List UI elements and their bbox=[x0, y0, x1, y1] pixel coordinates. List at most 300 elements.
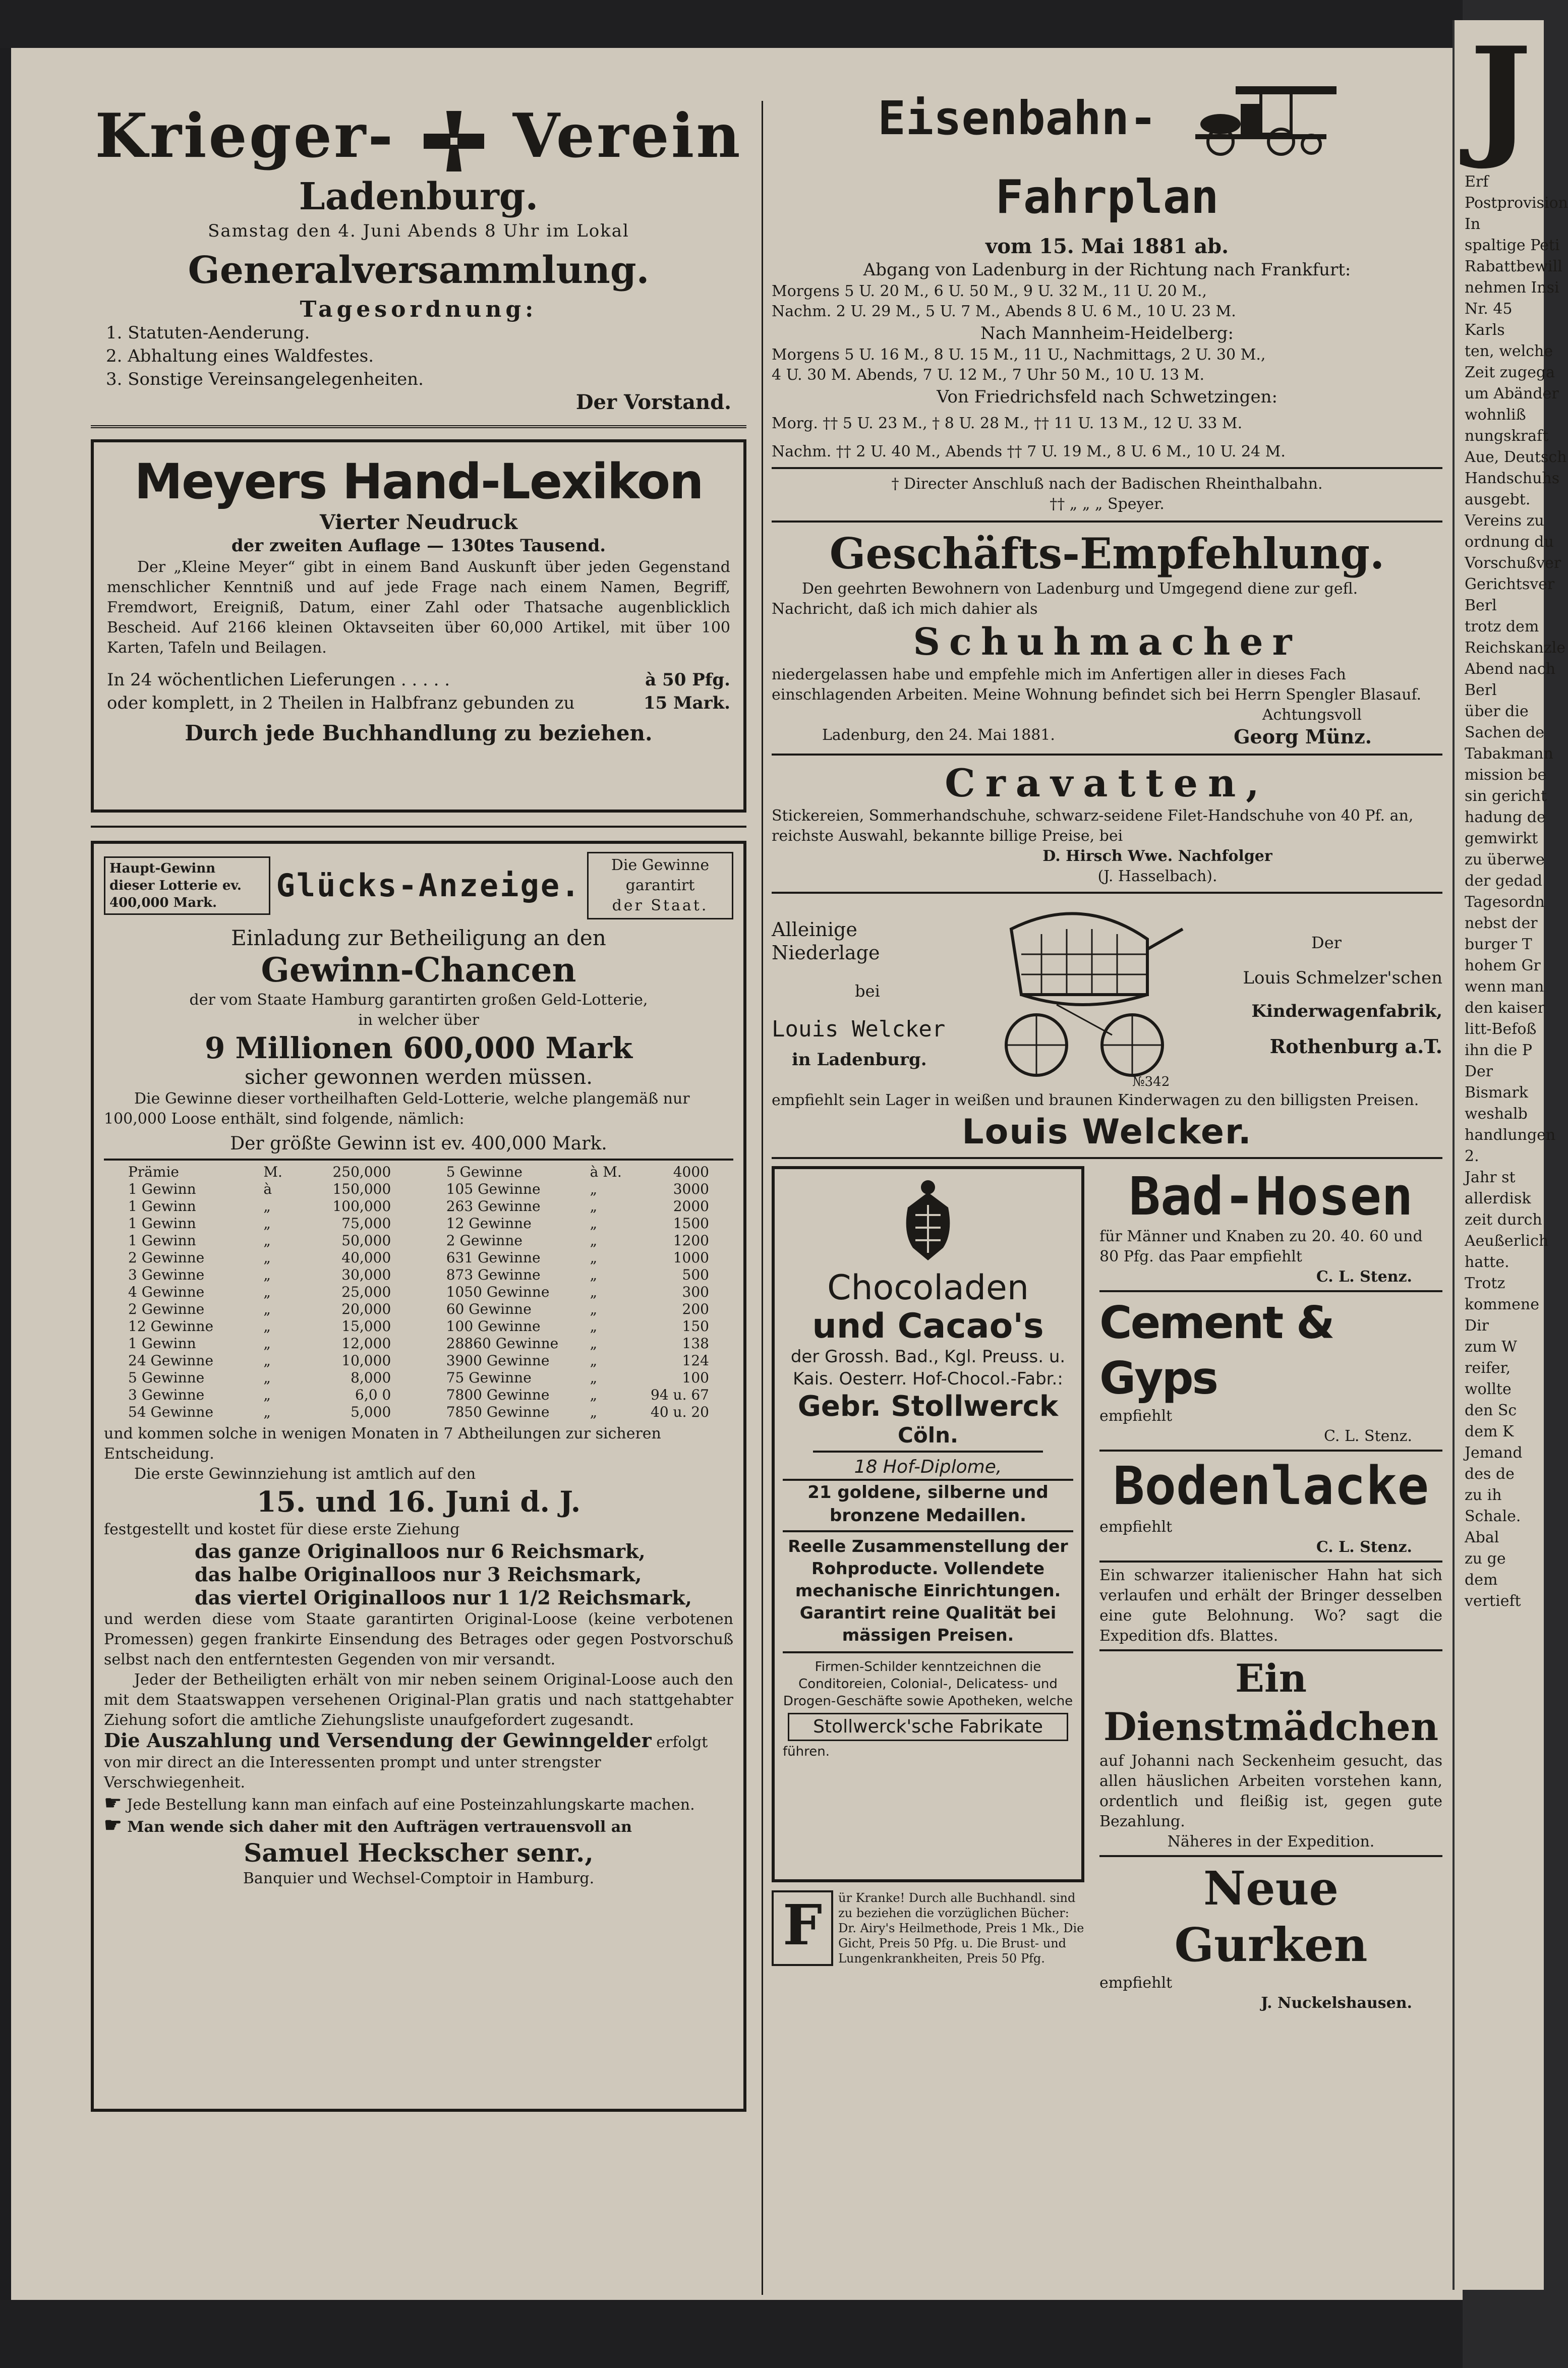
choco-title: und Cacao's bbox=[812, 1306, 1044, 1346]
adjacent-page-line: spaltige Peti bbox=[1465, 237, 1560, 254]
pram-icon bbox=[981, 899, 1193, 1090]
pram-text: Der bbox=[1311, 933, 1342, 952]
prize-cell: 150,000 bbox=[332, 1180, 391, 1197]
hand-text: Man wende sich daher mit den Aufträgen vertrauensvoll an bbox=[127, 1818, 632, 1836]
gurken-title: Neue Gurken bbox=[1174, 1861, 1368, 1972]
lottery-payout bbox=[104, 1730, 733, 1793]
spacer bbox=[107, 658, 730, 668]
divider bbox=[772, 1157, 1442, 1159]
cement-name: C. L. Stenz. bbox=[1324, 1427, 1412, 1445]
adjacent-page-line: Trotz bbox=[1465, 1275, 1505, 1292]
prize-cell: „ bbox=[590, 1249, 598, 1266]
prize-cell: 100 bbox=[682, 1369, 709, 1386]
adjacent-page-line: um Abänder bbox=[1465, 385, 1559, 402]
badhosen-ad bbox=[1099, 1166, 1442, 1287]
adjacent-page-line: den Sc bbox=[1465, 1402, 1517, 1419]
pram-body: empfiehlt sein Lager in weißen und braunen Kinderwagen zu den billigsten Preisen. bbox=[772, 1091, 1419, 1109]
meyers-footer: Durch jede Buchhandlung zu beziehen. bbox=[185, 720, 653, 745]
box-text: garantirt bbox=[625, 876, 695, 894]
prize-row bbox=[124, 1232, 395, 1249]
pram-text: Kinderwagenfabrik, bbox=[1251, 1001, 1442, 1021]
adjacent-page-line: hadung de bbox=[1465, 808, 1546, 826]
adjacent-page-line: zu ge bbox=[1465, 1550, 1506, 1568]
rail-note: † Directer Anschluß nach der Badischen Rheinthalbahn. bbox=[891, 475, 1323, 493]
prize-cell: 30,000 bbox=[341, 1266, 391, 1283]
adjacent-page-line: mission be bbox=[1465, 766, 1547, 784]
prize-cell: „ bbox=[263, 1197, 271, 1215]
lottery-para: und werden diese vom Staate garantirten Original-Loose (keine verbotenen Promessen) gegen frankirte Einsendung des Betrages oder gegen Postvorschuß selbst nach den entferntesten Gegenden von mir versandt. bbox=[104, 1610, 733, 1668]
adjacent-page-line: trotz dem bbox=[1465, 618, 1539, 636]
rail-times: Morgens 5 U. 20 M., 6 U. 50 M., 9 U. 32 M., 11 U. 20 M., bbox=[772, 282, 1207, 300]
prize-row bbox=[442, 1404, 713, 1421]
krieger-title-b: Verein bbox=[512, 100, 742, 171]
prize-cell: „ bbox=[263, 1215, 271, 1232]
adjacent-page-line: Jemand bbox=[1465, 1444, 1523, 1462]
prize-cell: „ bbox=[590, 1335, 598, 1352]
pram-text: Alleinige Niederlage bbox=[772, 918, 880, 964]
prize-row bbox=[124, 1181, 395, 1198]
rail-note: †† „ „ „ Speyer. bbox=[1050, 495, 1165, 513]
prize-cell: 28860 Gewinne bbox=[446, 1335, 559, 1352]
eagle-crest-icon bbox=[898, 1177, 958, 1263]
price-value: 15 Mark. bbox=[643, 692, 730, 713]
prize-cell: 105 Gewinne bbox=[446, 1180, 541, 1197]
box-text: dieser Lotterie ev. bbox=[109, 878, 242, 893]
adjacent-page-line: Abal bbox=[1465, 1529, 1499, 1546]
rail-times: Nachm. 2 U. 29 M., 5 U. 7 M., Abends 8 U. 6 M., 10 U. 23 M. bbox=[772, 302, 1236, 320]
choco-fabrikate: Stollwerck'sche Fabrikate bbox=[788, 1713, 1068, 1741]
prize-cell: 2000 bbox=[673, 1197, 709, 1215]
prize-cell: 75,000 bbox=[341, 1215, 391, 1232]
prize-row bbox=[442, 1164, 713, 1181]
adjacent-page-line: Schale. bbox=[1465, 1508, 1521, 1525]
prize-cell: „ bbox=[263, 1403, 271, 1420]
left-column bbox=[91, 81, 746, 2112]
hand-line-1 bbox=[104, 1793, 733, 1815]
adjacent-page-line: Karls bbox=[1465, 321, 1505, 339]
price-text: In 24 wöchentlichen Lieferungen . . . . . bbox=[107, 669, 450, 690]
adjacent-page-line: den kaiser bbox=[1465, 999, 1545, 1017]
lottery-top-prize: Der größte Gewinn ist ev. 400,000 Mark. bbox=[230, 1133, 607, 1154]
locomotive-icon bbox=[1185, 84, 1337, 159]
adjacent-page-line: allerdisk bbox=[1465, 1190, 1531, 1207]
divider bbox=[772, 754, 1442, 756]
adjacent-page-line: Gerichtsver bbox=[1465, 575, 1555, 593]
adjacent-page-line: Aeußerlich bbox=[1465, 1232, 1549, 1250]
prize-row bbox=[442, 1198, 713, 1215]
cravatten-ad bbox=[772, 761, 1442, 887]
prize-cell: „ bbox=[263, 1386, 271, 1403]
box-text: Die Gewinne bbox=[611, 856, 710, 874]
dienstmaedchen-ad bbox=[1099, 1654, 1442, 1852]
lottery-price: das ganze Originalloos nur 6 Reichsmark, bbox=[195, 1539, 646, 1563]
price-value: à 50 Pfg. bbox=[645, 669, 730, 690]
rail-date: vom 15. Mai 1881 ab. bbox=[985, 234, 1229, 258]
prize-table-right bbox=[442, 1164, 713, 1421]
prize-row bbox=[124, 1215, 395, 1232]
adjacent-page-text bbox=[1455, 171, 1568, 1612]
lottery-right-box bbox=[587, 852, 733, 919]
prize-cell: 1 Gewinn bbox=[128, 1335, 196, 1352]
gurken-ad bbox=[1099, 1860, 1442, 2013]
prize-cell: 5 Gewinne bbox=[128, 1369, 205, 1386]
adjacent-page-line: hatte. bbox=[1465, 1253, 1509, 1271]
prize-cell: „ bbox=[590, 1197, 598, 1215]
divider bbox=[1099, 1450, 1442, 1452]
rail-times: 4 U. 30 M. Abends, 7 U. 12 M., 7 Uhr 50 M., 10 U. 13 M. bbox=[772, 366, 1205, 384]
prize-cell: 2 Gewinne bbox=[128, 1249, 205, 1266]
adjacent-page-line: der gedad bbox=[1465, 872, 1543, 890]
choco-fuhren: führen. bbox=[783, 1744, 830, 1759]
prize-row bbox=[442, 1387, 713, 1404]
adjacent-page-line: zu ih bbox=[1465, 1486, 1502, 1504]
prize-row bbox=[442, 1301, 713, 1318]
prize-cell: 2 Gewinne bbox=[128, 1300, 205, 1317]
adjacent-page-line: burger T bbox=[1465, 936, 1532, 953]
adjacent-page-line: ihn die P bbox=[1465, 1042, 1533, 1059]
prize-cell: 8,000 bbox=[351, 1369, 391, 1386]
prize-cell: „ bbox=[590, 1180, 598, 1197]
adjacent-page-line: handlungen bbox=[1465, 1126, 1556, 1144]
krieger-verein-ad bbox=[91, 101, 746, 414]
badhosen-title: Bad-Hosen bbox=[1129, 1165, 1413, 1227]
boden-title: Bodenlacke bbox=[1113, 1455, 1429, 1517]
divider bbox=[772, 521, 1442, 523]
rail-subtitle: Nach Mannheim-Heidelberg: bbox=[980, 323, 1234, 343]
prize-cell: 1200 bbox=[673, 1232, 709, 1249]
prize-cell: 4 Gewinne bbox=[128, 1283, 205, 1300]
adjacent-page-line: Nr. 45 bbox=[1465, 300, 1513, 318]
prize-cell: 4000 bbox=[673, 1163, 709, 1180]
prize-row bbox=[442, 1249, 713, 1266]
adjacent-page-line: Tabakmann bbox=[1465, 745, 1553, 763]
cement-title: Cement & Gyps bbox=[1099, 1296, 1333, 1404]
meyers-sub2: der zweiten Auflage — 130tes Tausend. bbox=[231, 535, 606, 556]
schuh-intro: Den geehrten Bewohnern von Ladenburg und Umgegend diene zur gefl. Nachricht, daß ich mich dahier als bbox=[772, 580, 1358, 618]
adjacent-page-line: gemwirkt bbox=[1465, 830, 1538, 847]
adjacent-page-line: dem K bbox=[1465, 1423, 1514, 1440]
schuh-trade: Schuhmacher bbox=[913, 620, 1301, 664]
pram-left-text bbox=[772, 918, 963, 1071]
pram-text: bei bbox=[855, 981, 880, 1001]
lottery-banker-name: Samuel Heckscher senr., bbox=[244, 1837, 594, 1868]
divider bbox=[783, 1530, 1073, 1532]
schuh-regards: Achtungsvoll bbox=[1262, 706, 1362, 724]
pram-model-number: №342 bbox=[1132, 1074, 1170, 1089]
lottery-after-table: und kommen solche in wenigen Monaten in 7 Abtheilungen zur sicheren Entscheidung. bbox=[104, 1424, 661, 1463]
choco-medals: bronzene Medaillen. bbox=[830, 1505, 1026, 1526]
prize-cell: M. bbox=[263, 1163, 282, 1180]
divider bbox=[104, 1159, 733, 1161]
prize-row bbox=[124, 1249, 395, 1266]
meyers-title: Meyers Hand-Lexikon bbox=[134, 453, 703, 510]
prize-row bbox=[124, 1284, 395, 1301]
prize-cell: 2 Gewinne bbox=[446, 1232, 522, 1249]
agenda-item: 2. Abhaltung eines Waldfestes. bbox=[106, 345, 374, 366]
divider bbox=[1099, 1855, 1442, 1857]
magd-body: auf Johanni nach Seckenheim gesucht, das allen häuslichen Arbeiten vorstehen kann, ordentlich und fleißig ist, gegen gute Bezahlung. bbox=[1099, 1752, 1442, 1830]
pram-right-text bbox=[1210, 931, 1442, 1058]
prize-cell: 873 Gewinne bbox=[446, 1266, 541, 1283]
divider bbox=[1099, 1561, 1442, 1563]
prize-cell: „ bbox=[263, 1300, 271, 1317]
prize-cell: 1 Gewinn bbox=[128, 1197, 196, 1215]
prize-cell: 124 bbox=[682, 1352, 709, 1369]
adjacent-page-line: des de bbox=[1465, 1465, 1515, 1483]
prize-cell: „ bbox=[263, 1266, 271, 1283]
choco-city: Cöln. bbox=[898, 1422, 958, 1448]
prize-table-left bbox=[124, 1164, 395, 1421]
prize-row bbox=[442, 1215, 713, 1232]
prize-cell: 263 Gewinne bbox=[446, 1197, 541, 1215]
prize-row bbox=[124, 1318, 395, 1335]
adjacent-page-line: kommene bbox=[1465, 1296, 1539, 1313]
choco-line: Kais. Oesterr. Hof-Chocol.-Fabr.: bbox=[793, 1368, 1063, 1389]
prize-row bbox=[124, 1198, 395, 1215]
prize-cell: „ bbox=[590, 1317, 598, 1335]
prize-row bbox=[124, 1352, 395, 1369]
prize-cell: 5,000 bbox=[351, 1403, 391, 1420]
prize-row bbox=[442, 1369, 713, 1387]
payout-text: erfolgt von mir direct an die Interessenten prompt und unter strengster Verschwiegenheit. bbox=[104, 1733, 708, 1792]
divider bbox=[772, 892, 1442, 894]
pram-text: Louis Schmelzer'schen bbox=[1243, 967, 1442, 988]
railway-timetable bbox=[772, 81, 1442, 514]
rail-times: Nachm. †† 2 U. 40 M., Abends †† 7 U. 19 M., 8 U. 6 M., 10 U. 24 M. bbox=[772, 442, 1286, 460]
prize-cell: „ bbox=[263, 1232, 271, 1249]
prize-row bbox=[124, 1369, 395, 1387]
lottery-heading: Gewinn-Chancen bbox=[261, 950, 576, 990]
prize-cell: 25,000 bbox=[341, 1283, 391, 1300]
lower-right-block bbox=[772, 1166, 1442, 2013]
pram-ad bbox=[772, 899, 1442, 1154]
prize-cell: 15,000 bbox=[341, 1317, 391, 1335]
meyers-body: Der „Kleine Meyer“ gibt in einem Band Auskunft über jeden Gegenstand menschlicher Kenntniß und auf jede Frage nach einem Namen, Begriff, Fremdwort, Ereigniß, Datum, einer Zahl oder Thatsache augenblicklich Bescheid. Auf 2166 kleinen Oktavseiten über 60,000 Artikel, mit über 100 Karten, Tafeln und Beilagen. bbox=[107, 558, 730, 657]
krieger-title bbox=[91, 101, 746, 174]
adjacent-page-line: Jahr st bbox=[1465, 1169, 1516, 1186]
divider bbox=[1099, 1290, 1442, 1292]
prize-cell: 3000 bbox=[673, 1180, 709, 1197]
prize-cell: 12,000 bbox=[341, 1335, 391, 1352]
prize-cell: „ bbox=[590, 1300, 598, 1317]
schuhmacher-ad bbox=[772, 529, 1442, 748]
prize-row bbox=[442, 1352, 713, 1369]
lottery-cost: festgestellt und kostet für diese erste Ziehung bbox=[104, 1520, 460, 1538]
prize-row bbox=[442, 1266, 713, 1284]
pointing-hand-icon: ☛ bbox=[104, 1813, 122, 1837]
prize-cell: 631 Gewinne bbox=[446, 1249, 541, 1266]
prize-row bbox=[124, 1266, 395, 1284]
adjacent-page-line: sin gericht bbox=[1465, 787, 1547, 805]
adjacent-page-line: Reichskanzle bbox=[1465, 639, 1565, 657]
prize-cell: „ bbox=[590, 1369, 598, 1386]
adjacent-page-line: In bbox=[1465, 215, 1481, 233]
prize-row bbox=[124, 1404, 395, 1421]
lottery-intro: der vom Staate Hamburg garantirten großen Geld-Lotterie, bbox=[189, 991, 648, 1009]
prize-cell: Prämie bbox=[128, 1163, 179, 1180]
prize-cell: 40,000 bbox=[341, 1249, 391, 1266]
lottery-sure: sicher gewonnen werden müssen. bbox=[245, 1065, 593, 1089]
pram-text: Louis Welcker bbox=[772, 1016, 946, 1042]
prize-cell: 1500 bbox=[673, 1215, 709, 1232]
rail-title bbox=[772, 81, 1442, 235]
adjacent-page-line: Bismark bbox=[1465, 1084, 1528, 1102]
cravatten-body: Stickereien, Sommerhandschuhe, schwarz-seidene Filet-Handschuhe von 40 Pf. an, reichste Auswahl, bekannte billige Preise, bei bbox=[772, 806, 1414, 845]
krieger-title-a: Krieger- bbox=[95, 100, 395, 171]
prize-cell: „ bbox=[590, 1266, 598, 1283]
rail-title-b: Fahrplan bbox=[995, 169, 1219, 224]
adjacent-page bbox=[1453, 19, 1568, 2290]
adjacent-page-line: Postprovision bbox=[1465, 194, 1568, 212]
rail-departure: Abgang von Ladenburg in der Richtung nach Frankfurt: bbox=[863, 259, 1351, 280]
prize-cell: 24 Gewinne bbox=[128, 1352, 214, 1369]
divider bbox=[91, 826, 746, 828]
adjacent-page-line: ordnung du bbox=[1465, 533, 1554, 551]
box-text: Haupt-Gewinn bbox=[109, 860, 216, 876]
chocolate-ad bbox=[772, 1166, 1084, 1882]
magd-more: Näheres in der Expedition. bbox=[1167, 1832, 1375, 1851]
prize-cell: „ bbox=[263, 1317, 271, 1335]
adjacent-page-line: dem bbox=[1465, 1571, 1498, 1589]
lottery-dates: 15. und 16. Juni d. J. bbox=[256, 1485, 581, 1519]
adjacent-page-line: nehmen Insi bbox=[1465, 279, 1559, 297]
kranke-initial: F bbox=[772, 1890, 833, 1966]
bodenlacke-ad bbox=[1099, 1455, 1442, 1557]
right-column bbox=[772, 81, 1442, 2013]
krieger-date: Samstag den 4. Juni Abends 8 Uhr im Lokal bbox=[208, 220, 629, 241]
kranke-text: ür Kranke! Durch alle Buchhandl. sind zu beziehen die vorzüglichen Bücher: Dr. Airy's Heilmethode, Preis 1 Mk., Die Gicht, Preis 50 Pfg. u. Die Brust- und Lungenkrankheiten, Preis 50 Pfg. bbox=[838, 1890, 1084, 1966]
prize-cell: 1 Gewinn bbox=[128, 1215, 196, 1232]
prize-cell: 54 Gewinne bbox=[128, 1403, 214, 1420]
cravatten-name: D. Hirsch Wwe. Nachfolger bbox=[1042, 847, 1272, 865]
rail-times: Morg. †† 5 U. 23 M., † 8 U. 28 M., †† 11 U. 13 M., 12 U. 33 M. bbox=[772, 414, 1243, 432]
prize-cell: 3900 Gewinne bbox=[446, 1352, 550, 1369]
adjacent-page-line: wohnliß bbox=[1465, 406, 1526, 424]
prize-cell: 3 Gewinne bbox=[128, 1266, 205, 1283]
prize-row bbox=[442, 1232, 713, 1249]
prize-row bbox=[442, 1284, 713, 1301]
prize-cell: „ bbox=[590, 1352, 598, 1369]
pram-top bbox=[772, 899, 1442, 1090]
cravatten-title: Cravatten, bbox=[945, 760, 1269, 805]
schuh-footer bbox=[772, 725, 1442, 748]
prize-cell: 7800 Gewinne bbox=[446, 1386, 550, 1403]
boden-name: C. L. Stenz. bbox=[1316, 1538, 1412, 1556]
prize-cell: „ bbox=[590, 1232, 598, 1249]
prize-cell: 100 Gewinne bbox=[446, 1317, 541, 1335]
adjacent-page-line: Handschuhs bbox=[1465, 470, 1560, 487]
rail-subtitle: Von Friedrichsfeld nach Schwetzingen: bbox=[937, 386, 1277, 407]
lower-right-right bbox=[1099, 1166, 1442, 2013]
lottery-price: das viertel Originalloos nur 1 1/2 Reichsmark, bbox=[195, 1586, 692, 1609]
schuh-title: Geschäfts-Empfehlung. bbox=[829, 528, 1385, 579]
adjacent-page-line: hohem Gr bbox=[1465, 957, 1541, 974]
prize-cell: 300 bbox=[682, 1283, 709, 1300]
choco-firm: Gebr. Stollwerck bbox=[797, 1390, 1059, 1423]
rail-title-a: Eisenbahn- bbox=[878, 91, 1157, 145]
lower-right-left bbox=[772, 1166, 1084, 1966]
cravatten-name2: (J. Hasselbach). bbox=[1097, 867, 1217, 885]
hand-text: Jede Bestellung kann man einfach auf eine Posteinzahlungskarte machen. bbox=[127, 1796, 695, 1814]
prize-cell: 40 u. 20 bbox=[651, 1403, 709, 1420]
meyers-sub1: Vierter Neudruck bbox=[319, 510, 518, 534]
cement-body: empfiehlt bbox=[1099, 1407, 1173, 1425]
adjacent-page-line: Berl bbox=[1465, 597, 1497, 614]
prize-cell: 500 bbox=[682, 1266, 709, 1283]
divider bbox=[91, 425, 746, 428]
prize-cell: 75 Gewinne bbox=[446, 1369, 532, 1386]
lottery-price: das halbe Originalloos nur 3 Reichsmark, bbox=[195, 1563, 642, 1586]
prize-cell: 200 bbox=[682, 1300, 709, 1317]
adjacent-page-line: 2. bbox=[1465, 1147, 1479, 1165]
prize-cell: 10,000 bbox=[341, 1352, 391, 1369]
page-bottom-shadow bbox=[0, 2300, 1463, 2368]
meyers-price-2 bbox=[107, 691, 730, 715]
lottery-amount: 9 Millionen 600,000 Mark bbox=[204, 1030, 633, 1065]
adjacent-page-line: zu überwe bbox=[1465, 851, 1545, 869]
choco-diplomas: 18 Hof-Diplome, bbox=[854, 1456, 1002, 1477]
pram-name: Louis Welcker. bbox=[962, 1112, 1252, 1152]
divider bbox=[783, 1651, 1073, 1653]
prize-row bbox=[124, 1164, 395, 1181]
lottery-desc: Die Gewinne dieser vortheilhaften Geld-Lotterie, welche plangemäß nur 100,000 Loose enthält, sind folgende, nämlich: bbox=[104, 1089, 690, 1128]
prize-cell: „ bbox=[590, 1403, 598, 1420]
price-text: oder komplett, in 2 Theilen in Halbfranz gebunden zu bbox=[107, 692, 575, 713]
prize-cell: 5 Gewinne bbox=[446, 1163, 522, 1180]
prize-cell: 1000 bbox=[673, 1249, 709, 1266]
adjacent-page-line: Dir bbox=[1465, 1317, 1489, 1335]
lottery-first-draw: Die erste Gewinnziehung ist amtlich auf den bbox=[134, 1465, 476, 1483]
prize-cell: 1 Gewinn bbox=[128, 1232, 196, 1249]
adjacent-page-line: reifer, bbox=[1465, 1359, 1511, 1377]
hand-line-2 bbox=[104, 1815, 733, 1837]
schuh-body: niedergelassen habe und empfehle mich im Anfertigen aller in dieses Fach einschlagenden Arbeiten. Meine Wohnung befindet sich bei Herrn Spengler Blasauf. bbox=[772, 665, 1422, 704]
prize-cell: 250,000 bbox=[332, 1163, 391, 1180]
gurken-body: empfiehlt bbox=[1099, 1974, 1173, 1992]
prize-cell: „ bbox=[263, 1335, 271, 1352]
iron-cross-icon bbox=[421, 108, 487, 174]
prize-cell: 12 Gewinne bbox=[446, 1215, 532, 1232]
adjacent-page-line: nebst der bbox=[1465, 914, 1538, 932]
schuh-name: Georg Münz. bbox=[1234, 725, 1372, 748]
lottery-invite: Einladung zur Betheiligung an den bbox=[231, 925, 606, 950]
prize-cell: 138 bbox=[682, 1335, 709, 1352]
payout-bold: Die Auszahlung und Versendung der Gewinngelder bbox=[104, 1728, 652, 1752]
pram-text: in Ladenburg. bbox=[792, 1049, 927, 1070]
box-text: 400,000 Mark. bbox=[109, 895, 217, 910]
krieger-signature: Der Vorstand. bbox=[575, 390, 731, 414]
prize-cell: „ bbox=[263, 1352, 271, 1369]
column-divider bbox=[762, 101, 763, 2295]
prize-cell: „ bbox=[590, 1283, 598, 1300]
prize-cell: 1 Gewinn bbox=[128, 1180, 196, 1197]
prize-cell: 3 Gewinne bbox=[128, 1386, 205, 1403]
prize-cell: 7850 Gewinne bbox=[446, 1403, 550, 1420]
prize-cell: „ bbox=[590, 1386, 598, 1403]
choco-medals: 21 goldene, silberne und bbox=[807, 1482, 1049, 1503]
agenda-item: 1. Statuten-Aenderung. bbox=[106, 322, 310, 343]
adjacent-page-line: vertieft bbox=[1465, 1592, 1521, 1610]
choco-line: der Grossh. Bad., Kgl. Preuss. u. bbox=[790, 1346, 1066, 1367]
meyers-ad bbox=[91, 439, 746, 813]
choco-quality: Reelle Zusammenstellung der Rohproducte. Vollendete mechanische Einrichtungen. Garantirt reine Qualität bei mässigen Preisen. bbox=[788, 1536, 1068, 1645]
adjacent-page-line: Aue, Deutsch bbox=[1465, 448, 1567, 466]
lottery-left-box bbox=[104, 856, 270, 915]
prize-cell: 20,000 bbox=[341, 1300, 391, 1317]
prize-cell: 1050 Gewinne bbox=[446, 1283, 550, 1300]
adjacent-page-line: weshalb bbox=[1465, 1105, 1528, 1123]
prize-cell: 12 Gewinne bbox=[128, 1317, 214, 1335]
